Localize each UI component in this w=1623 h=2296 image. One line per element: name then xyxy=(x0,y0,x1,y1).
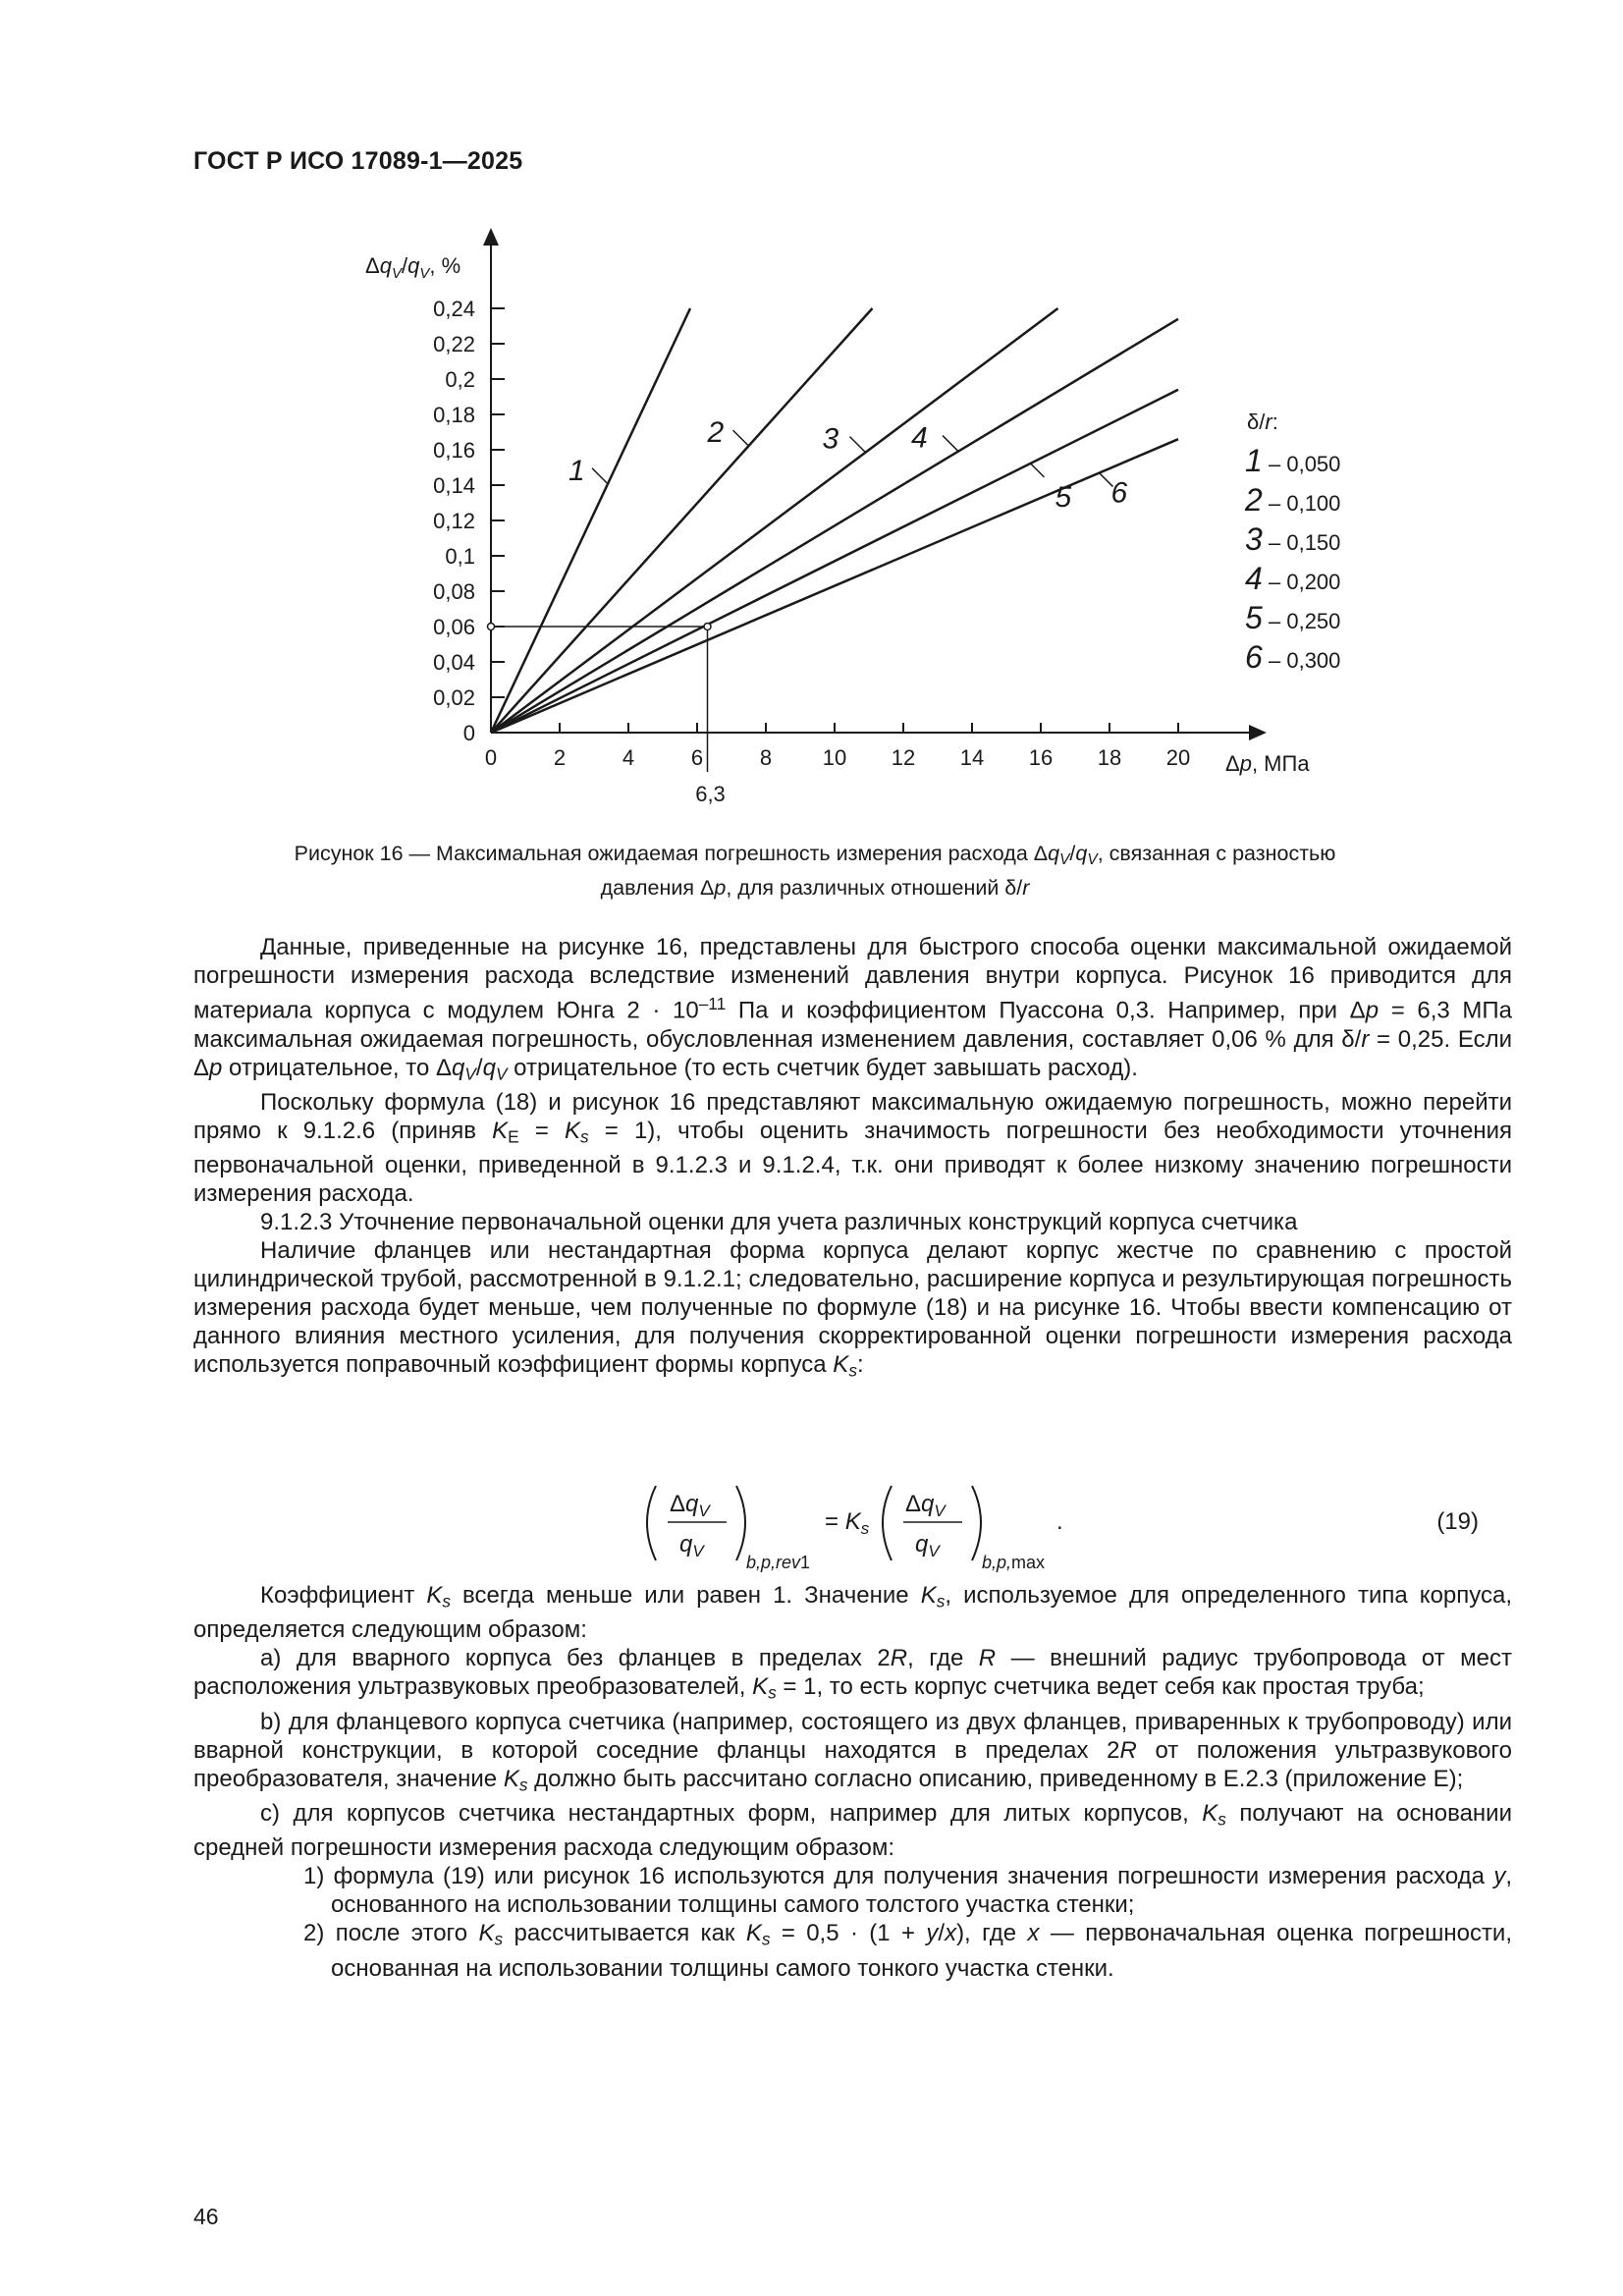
svg-text:.: . xyxy=(1056,1508,1063,1535)
x-tick-label: 4 xyxy=(622,745,635,770)
figure-16-chart xyxy=(0,0,1623,825)
legend-value-3: – 0,150 xyxy=(1269,530,1341,555)
y-tick-label: 0,24 xyxy=(433,297,475,321)
x-tick-label: 16 xyxy=(1028,745,1054,770)
series-leader-2 xyxy=(733,430,749,446)
series-label-4: 4 xyxy=(911,421,928,455)
y-tick-label: 0,08 xyxy=(433,579,475,604)
x-tick-label: 10 xyxy=(822,745,847,770)
y-tick-label: 0,16 xyxy=(433,438,475,463)
legend-key-4: 4 xyxy=(1245,561,1263,596)
y-tick-label: 0,02 xyxy=(433,685,475,710)
series-leader-4 xyxy=(943,436,958,452)
series-line-2 xyxy=(491,308,873,733)
equation-19 xyxy=(628,1478,1512,1576)
legend-key-3: 3 xyxy=(1245,521,1263,557)
series-line-6 xyxy=(491,439,1178,733)
x-tick-label: 18 xyxy=(1097,745,1122,770)
series-leader-5 xyxy=(1031,464,1045,477)
y-tick-label: 0,12 xyxy=(433,509,475,533)
legend-key-1: 1 xyxy=(1245,443,1263,478)
figure-caption: Рисунок 16 — Максимальная ожидаемая погрешность измерения расхода $\Delta q_V/q_V$, связанная с разностью давления Δp, для различных отношений δ/r xyxy=(294,842,1336,900)
x-tick-label: 8 xyxy=(759,745,773,770)
x-tick-label: 6 xyxy=(690,745,704,770)
series-label-1: 1 xyxy=(568,454,585,487)
legend-title: δ/r: xyxy=(1247,410,1278,434)
legend-key-6: 6 xyxy=(1245,639,1263,675)
reference-x-label: 6,3 xyxy=(695,782,726,806)
svg-text:ΔqV: $\Delta q_V$ xyxy=(670,1491,710,1520)
y-axis-label: $\Delta q_V/q_V$, % xyxy=(365,253,461,282)
paragraph: Поскольку формула (18) и рисунок 16 представляют максимальную ожидаемую погрешность, можно перейти прямо к 9.1.2.6 (приняв $K_E = K_s = 1$), чтобы оценить значимость погрешности без необходимости уточнения первоначальной оценки, приведенной в 9.1.2.3 и 9.1.2.4, т.к. они приводят к более низкому значению погрешности измерения расхода. xyxy=(193,1088,1512,1208)
x-tick-label: 14 xyxy=(959,745,985,770)
y-tick-label: 0,04 xyxy=(433,650,475,675)
series-leader-1 xyxy=(592,468,608,484)
list-item: b) для фланцевого корпуса счетчика (например, состоящего из двух фланцев, приваренных к трубопроводу) или вварной конструкции, в которой соседние фланцы находятся в пределах 2R от положения ультразвукового преобразователя, значение $K_s$ должно быть рассчитано согласно описанию, приведенному в Е.2.3 (приложение Е); xyxy=(193,1708,1513,1794)
paragraph: Данные, приведенные на рисунке 16, представлены для быстрого способа оценки максимальной ожидаемой погрешности измерения расхода вследствие изменений давления внутри корпуса. Рисунок 16 приводится для материала корпуса с модулем Юнга $2 \cdot 10^{-11}$ Па и коэффициентом Пуассона 0,3. Например, при Δp = 6,3 МПа максимальная ожидаемая погрешность, обусловленная изменением давления, составляет 0,06 % для δ/r = 0,25. Если Δp отрицательное, то $\Delta q_V/q_V$ отрицательное (то есть счетчик будет завышать расход). xyxy=(193,934,1512,1083)
x-tick-label: 12 xyxy=(891,745,916,770)
y-tick-label: 0,06 xyxy=(433,615,475,639)
series-label-3: 3 xyxy=(822,422,839,456)
x-tick-label: 0 xyxy=(484,745,498,770)
sub-list-item: 2) после этого $K_s$ рассчитывается как $K_s = 0,5 \cdot (1 + y/x)$, где x — первоначальная оценка погрешности, основанная на использовании толщины самого тонкого участка стенки. xyxy=(303,1920,1513,1982)
legend-value-6: – 0,300 xyxy=(1269,648,1341,673)
svg-text:qV: $q_V$ xyxy=(679,1531,704,1560)
list-item: a) для вварного корпуса без фланцев в пределах 2R, где R — внешний радиус трубопровода от мест расположения ультразвуковых преобразователей, $K_s = 1$, то есть корпус счетчика ведет себя как простая труба; xyxy=(193,1645,1512,1703)
legend-value-1: – 0,050 xyxy=(1269,452,1341,476)
page-number: 46 xyxy=(193,2204,219,2229)
y-tick-label: 0,18 xyxy=(433,403,475,427)
legend-value-4: – 0,200 xyxy=(1269,570,1341,594)
x-tick-label: 20 xyxy=(1165,745,1191,770)
legend-value-2: – 0,100 xyxy=(1269,491,1341,516)
svg-text:b,p,rev1: b,p,rev1 xyxy=(746,1553,811,1572)
svg-text:= Ks: = $K_s$ xyxy=(825,1508,870,1538)
y-tick-label: 0 xyxy=(462,721,475,745)
reference-point-y xyxy=(488,624,495,630)
x-axis-label: Δp, МПа xyxy=(1225,751,1310,776)
paragraph: Коэффициент $K_s$ всегда меньше или равен 1. Значение $K_s$, используемое для определенного типа корпуса, определяется следующим образом: xyxy=(193,1582,1513,1644)
svg-text:b,p,max: b,p,max xyxy=(982,1553,1046,1572)
body-text-1 xyxy=(193,933,1512,1386)
reference-point xyxy=(704,624,711,630)
list-item: c) для корпусов счетчика нестандартных форм, например для литых корпусов, $K_s$ получают на основании средней погрешности измерения расхода следующим образом: xyxy=(193,1799,1512,1862)
y-tick-label: 0,2 xyxy=(445,367,475,392)
paragraph: Наличие фланцев или нестандартная форма корпуса делают корпус жестче по сравнению с простой цилиндрической трубой, рассмотренной в 9.1.2.1; следовательно, расширение корпуса и результирующая погрешность измерения расхода будет меньше, чем полученные по формуле (18) и на рисунке 16. Чтобы ввести компенсацию от данного влияния местного усиления, для получения скорректированной оценки погрешности измерения расхода используется поправочный коэффициент формы корпуса $K_s$: xyxy=(193,1237,1512,1381)
y-tick-label: 0,22 xyxy=(433,332,475,356)
svg-text:qV: $q_V$ xyxy=(915,1531,940,1560)
series-line-3 xyxy=(491,308,1058,733)
series-leader-3 xyxy=(850,437,866,453)
series-line-1 xyxy=(491,308,690,733)
series-label-2: 2 xyxy=(707,416,725,450)
sub-list-item: 1) формула (19) или рисунок 16 используются для получения значения погрешности измерения расхода y, основанного на использовании толщины самого толстого участка стенки; xyxy=(303,1863,1512,1919)
y-tick-label: 0,14 xyxy=(433,473,475,498)
series-label-5: 5 xyxy=(1055,480,1072,514)
y-tick-label: 0,1 xyxy=(445,544,475,569)
svg-text:ΔqV: $\Delta q_V$ xyxy=(905,1491,946,1520)
equation-number: (19) xyxy=(1436,1508,1479,1535)
series-line-4 xyxy=(491,319,1178,733)
x-tick-label: 2 xyxy=(553,745,567,770)
series-label-6: 6 xyxy=(1110,476,1128,510)
legend-value-5: – 0,250 xyxy=(1269,609,1341,633)
legend-key-5: 5 xyxy=(1245,600,1263,635)
legend-key-2: 2 xyxy=(1245,482,1263,518)
body-text-2 xyxy=(193,1581,1512,1983)
section-heading: 9.1.2.3 Уточнение первоначальной оценки для учета различных конструкций корпуса счетчика xyxy=(260,1209,1298,1236)
document-header: ГОСТ Р ИСО 17089-1—2025 xyxy=(193,147,523,175)
